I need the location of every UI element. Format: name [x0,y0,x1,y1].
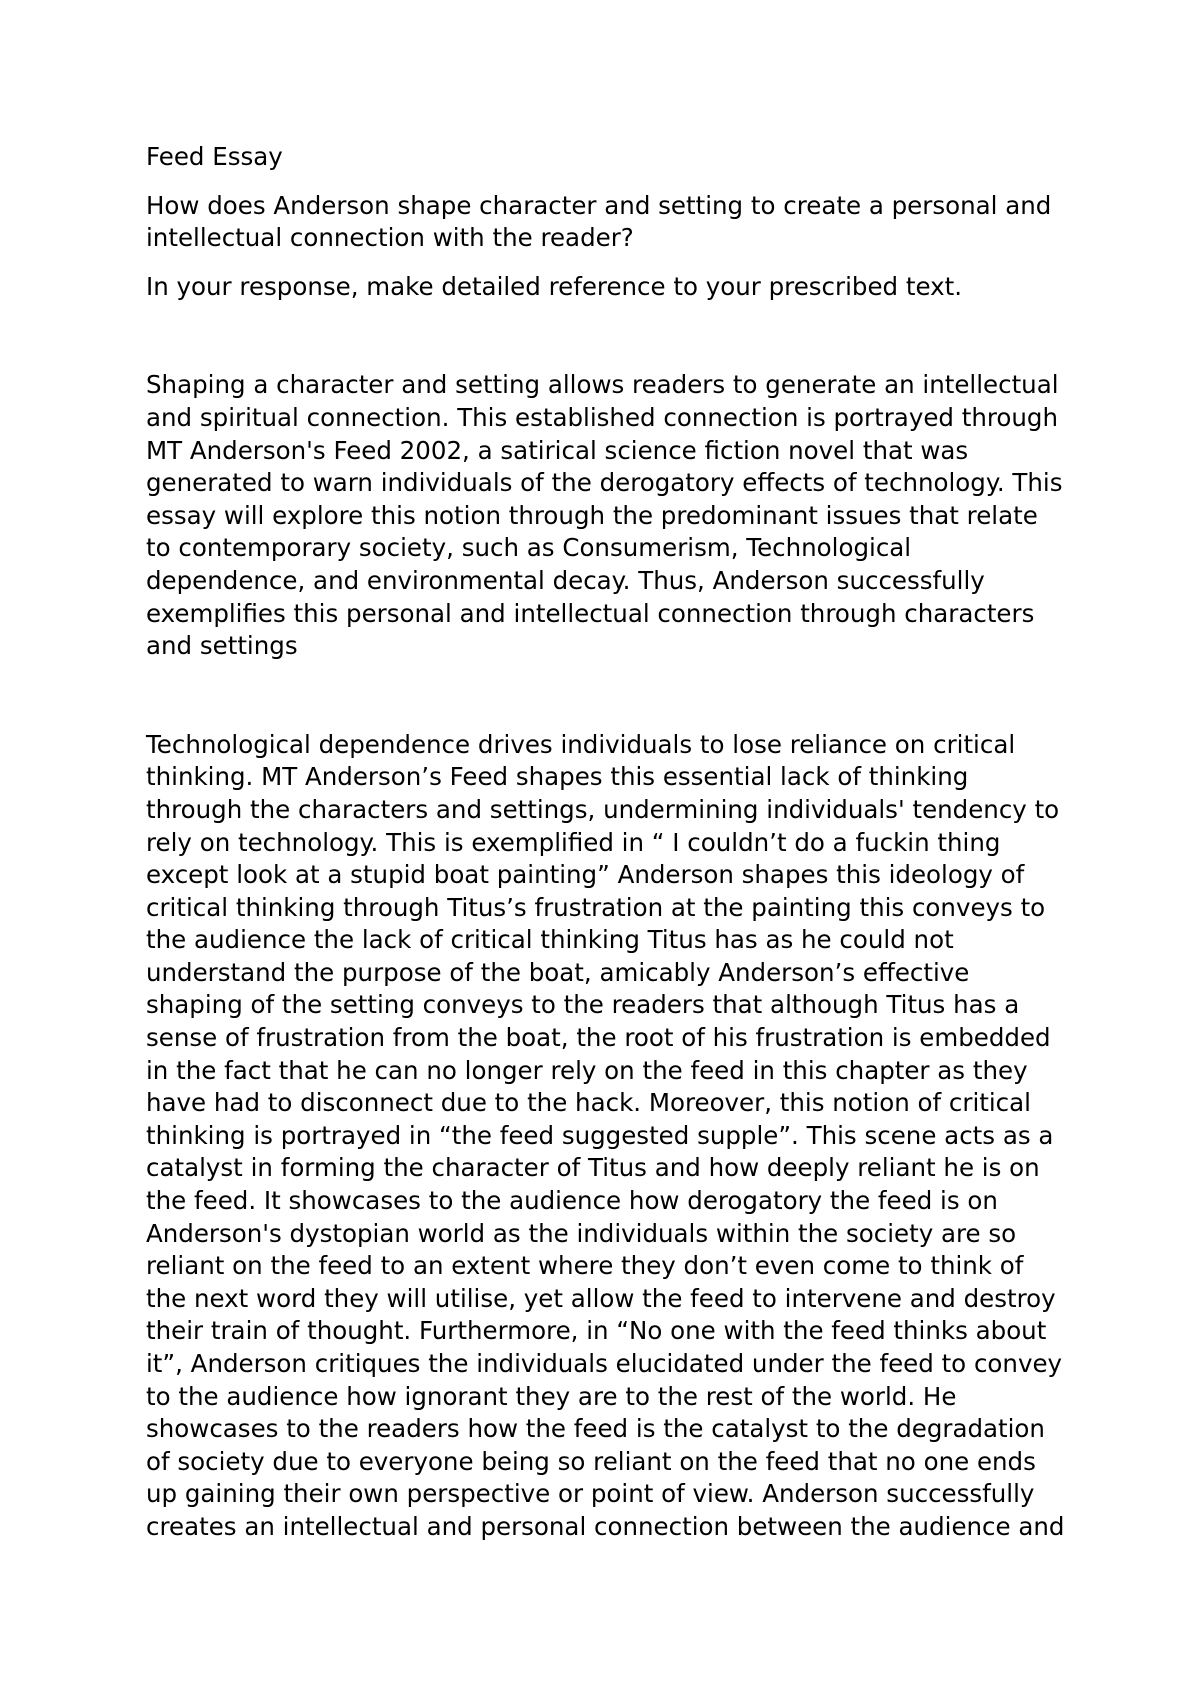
paragraph-line: of society due to everyone being so reliant on the feed that no one ends [146,1446,1036,1476]
paragraph-line: essay will explore this notion through the predominant issues that relate [146,500,1038,530]
paragraph-line: sense of frustration from the boat, the root of his frustration is embedded [146,1023,1051,1053]
paragraph-line: to contemporary society, such as Consumerism, Technological [146,533,912,563]
paragraph-line: and settings [146,631,298,661]
paragraph-line: the next word they will utilise, yet allow the feed to intervene and destroy [146,1283,1056,1313]
paragraph-line: it”, Anderson critiques the individuals elucidated under the feed to convey [146,1349,1063,1378]
paragraph-line: showcases to the readers how the feed is the catalyst to the degradation [146,1414,1045,1444]
document-body [146,141,1071,1544]
paragraph-line: the audience the lack of critical thinking Titus has as he could not [146,925,954,955]
paragraph-line: to the audience how ignorant they are to the rest of the world. He [146,1381,957,1411]
essay-question-line: intellectual connection with the reader? [146,223,634,253]
paragraph-line: the feed. It showcases to the audience how derogatory the feed is on [146,1186,998,1216]
essay-instruction: In your response, make detailed reference to your prescribed text. [146,271,963,301]
essay-question-line: How does Anderson shape character and setting to create a personal and [146,190,1052,220]
paragraph-line: through the characters and settings, undermining individuals' tendency to [146,794,1060,824]
paragraph-line: understand the purpose of the boat, amicably Anderson’s effective [146,957,970,987]
paragraph-line: up gaining their own perspective or point of view. Anderson successfully [146,1479,1035,1509]
paragraph-line: except look at a stupid boat painting” Anderson shapes this ideology of [146,860,1025,890]
paragraph-line: shaping of the setting conveys to the readers that although Titus has a [146,990,1020,1020]
paragraph-line: MT Anderson's Feed 2002, a satirical science fiction novel that was [146,435,969,465]
paragraph-line: reliant on the feed to an extent where they don’t even come to think of [146,1251,1024,1281]
paragraph-line: exemplifies this personal and intellectual connection through characters [146,598,1035,628]
paragraph-line: generated to warn individuals of the derogatory effects of technology. This [146,468,1063,498]
paragraph-line: Anderson's dystopian world as the individuals within the society are so [146,1218,1017,1248]
paragraph-technological-dependence [146,729,1071,1544]
paragraph-line: rely on technology. This is exemplified in “ I couldn’t do a fuckin thing [146,827,1001,857]
paragraph-line: in the fact that he can no longer rely on the feed in this chapter as they [146,1055,1028,1085]
paragraph-line: catalyst in forming the character of Titus and how deeply reliant he is on [146,1153,1040,1183]
paragraph-line: and spiritual connection. This established connection is portrayed through [146,402,1058,432]
paragraph-line: dependence, and environmental decay. Thus, Anderson successfully [146,565,985,595]
paragraph-line: Technological dependence drives individuals to lose reliance on critical [146,729,1016,759]
paragraph-line: critical thinking through Titus’s frustration at the painting this conveys to [146,892,1046,922]
paragraph-line: creates an intellectual and personal connection between the audience and [146,1511,1065,1541]
paragraph-introduction [146,369,1071,662]
paragraph-line: thinking. MT Anderson’s Feed shapes this essential lack of thinking [146,762,969,792]
paragraph-line: their train of thought. Furthermore, in “No one with the feed thinks about [146,1316,1047,1346]
paragraph-line: Shaping a character and setting allows readers to generate an intellectual [146,370,1059,400]
essay-question [146,190,1071,255]
paragraph-line: have had to disconnect due to the hack. Moreover, this notion of critical [146,1088,1031,1118]
paragraph-line: thinking is portrayed in “the feed suggested supple”. This scene acts as a [146,1120,1054,1150]
document-title: Feed Essay [146,142,283,171]
